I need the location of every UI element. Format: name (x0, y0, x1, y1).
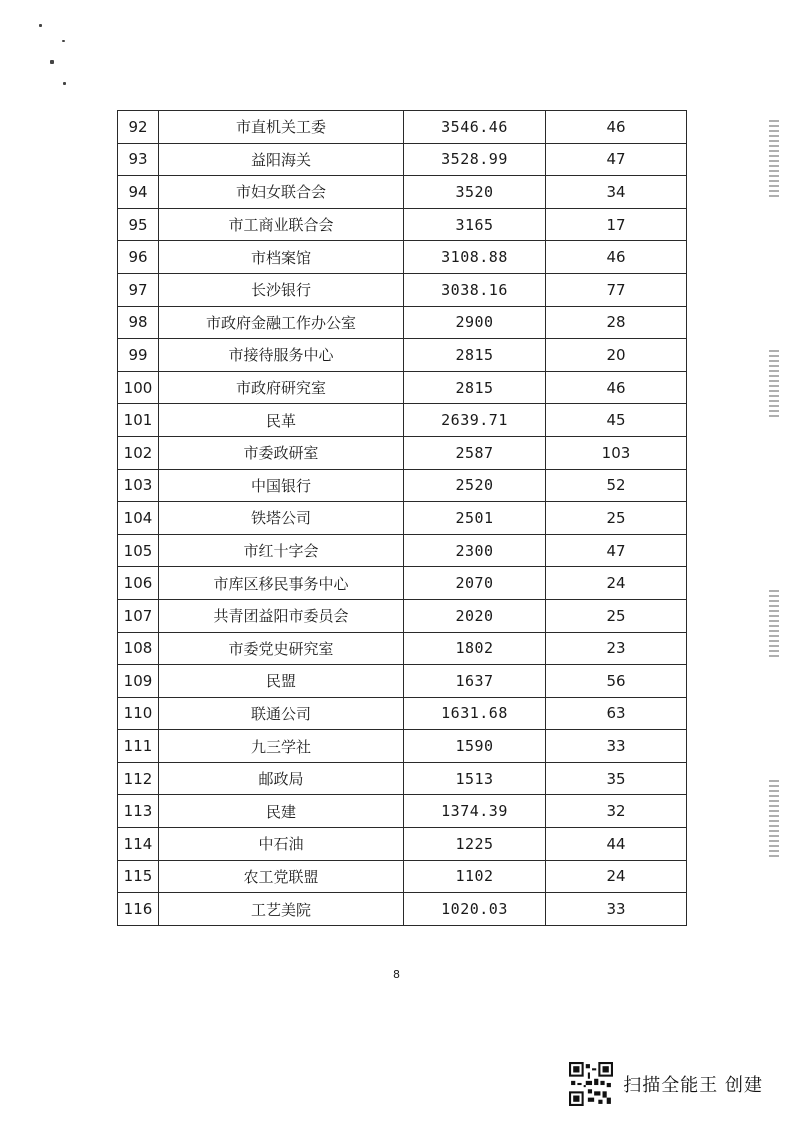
unit-name-cell: 市工商业联合会 (159, 208, 404, 241)
count-cell: 77 (546, 273, 687, 306)
row-number-cell: 106 (118, 567, 159, 600)
row-number-cell: 111 (118, 730, 159, 763)
table-row (118, 828, 687, 861)
unit-name-cell: 民革 (159, 404, 404, 437)
count-cell: 45 (546, 404, 687, 437)
amount-cell: 1020.03 (404, 893, 546, 926)
amount-cell: 2815 (404, 339, 546, 372)
amount-cell: 3528.99 (404, 143, 546, 176)
row-number-cell: 92 (118, 111, 159, 144)
table-row (118, 697, 687, 730)
table-row (118, 241, 687, 274)
count-cell: 33 (546, 730, 687, 763)
unit-name-cell: 中石油 (159, 828, 404, 861)
table-row (118, 111, 687, 144)
amount-cell: 1802 (404, 632, 546, 665)
table-row (118, 893, 687, 926)
count-cell: 47 (546, 534, 687, 567)
unit-name-cell: 九三学社 (159, 730, 404, 763)
count-cell: 44 (546, 828, 687, 861)
count-cell: 32 (546, 795, 687, 828)
amount-cell: 3038.16 (404, 273, 546, 306)
table-row (118, 404, 687, 437)
amount-cell: 3546.46 (404, 111, 546, 144)
row-number-cell: 98 (118, 306, 159, 339)
amount-cell: 3165 (404, 208, 546, 241)
table-row (118, 599, 687, 632)
unit-name-cell: 市委政研室 (159, 436, 404, 469)
scan-speck (39, 24, 42, 27)
row-number-cell: 116 (118, 893, 159, 926)
table-row (118, 860, 687, 893)
count-cell: 46 (546, 111, 687, 144)
amount-cell: 1631.68 (404, 697, 546, 730)
row-number-cell: 103 (118, 469, 159, 502)
count-cell: 47 (546, 143, 687, 176)
unit-name-cell: 市政府研究室 (159, 371, 404, 404)
unit-name-cell: 市妇女联合会 (159, 176, 404, 209)
amount-cell: 2815 (404, 371, 546, 404)
count-cell: 33 (546, 893, 687, 926)
unit-name-cell: 农工党联盟 (159, 860, 404, 893)
count-cell: 24 (546, 567, 687, 600)
row-number-cell: 114 (118, 828, 159, 861)
row-number-cell: 102 (118, 436, 159, 469)
unit-name-cell: 市接待服务中心 (159, 339, 404, 372)
count-cell: 52 (546, 469, 687, 502)
unit-name-cell: 联通公司 (159, 697, 404, 730)
unit-name-cell: 市库区移民事务中心 (159, 567, 404, 600)
count-cell: 28 (546, 306, 687, 339)
amount-cell: 2587 (404, 436, 546, 469)
unit-name-cell: 益阳海关 (159, 143, 404, 176)
table-row (118, 502, 687, 535)
unit-name-cell: 中国银行 (159, 469, 404, 502)
count-cell: 46 (546, 371, 687, 404)
amount-cell: 3520 (404, 176, 546, 209)
table-row (118, 665, 687, 698)
table-row (118, 795, 687, 828)
row-number-cell: 107 (118, 599, 159, 632)
amount-cell: 2070 (404, 567, 546, 600)
unit-name-cell: 市档案馆 (159, 241, 404, 274)
amount-cell: 2501 (404, 502, 546, 535)
count-cell: 56 (546, 665, 687, 698)
count-cell: 20 (546, 339, 687, 372)
table-row (118, 273, 687, 306)
count-cell: 24 (546, 860, 687, 893)
unit-name-cell: 民建 (159, 795, 404, 828)
count-cell: 35 (546, 762, 687, 795)
row-number-cell: 94 (118, 176, 159, 209)
count-cell: 46 (546, 241, 687, 274)
row-number-cell: 99 (118, 339, 159, 372)
table-row (118, 762, 687, 795)
count-cell: 25 (546, 502, 687, 535)
table-row (118, 632, 687, 665)
scan-edge-shadow (769, 350, 779, 420)
scan-speck (63, 82, 66, 85)
table-row (118, 730, 687, 763)
table-row (118, 339, 687, 372)
unit-name-cell: 市直机关工委 (159, 111, 404, 144)
watermark (569, 1062, 763, 1106)
table-row (118, 208, 687, 241)
unit-name-cell: 邮政局 (159, 762, 404, 795)
count-cell: 103 (546, 436, 687, 469)
scan-speck (62, 40, 65, 42)
row-number-cell: 97 (118, 273, 159, 306)
amount-cell: 1374.39 (404, 795, 546, 828)
row-number-cell: 108 (118, 632, 159, 665)
table-body (118, 111, 687, 926)
amount-cell: 2639.71 (404, 404, 546, 437)
row-number-cell: 115 (118, 860, 159, 893)
data-table (117, 110, 687, 926)
table-row (118, 567, 687, 600)
row-number-cell: 100 (118, 371, 159, 404)
amount-cell: 1637 (404, 665, 546, 698)
table-row (118, 176, 687, 209)
row-number-cell: 109 (118, 665, 159, 698)
unit-name-cell: 铁塔公司 (159, 502, 404, 535)
page-number: 8 (393, 968, 400, 981)
amount-cell: 1102 (404, 860, 546, 893)
unit-name-cell: 市红十字会 (159, 534, 404, 567)
unit-name-cell: 市委党史研究室 (159, 632, 404, 665)
unit-name-cell: 民盟 (159, 665, 404, 698)
table-row (118, 143, 687, 176)
amount-cell: 1225 (404, 828, 546, 861)
qr-code-icon (569, 1062, 613, 1106)
count-cell: 63 (546, 697, 687, 730)
amount-cell: 1513 (404, 762, 546, 795)
row-number-cell: 104 (118, 502, 159, 535)
row-number-cell: 101 (118, 404, 159, 437)
count-cell: 23 (546, 632, 687, 665)
count-cell: 34 (546, 176, 687, 209)
row-number-cell: 113 (118, 795, 159, 828)
amount-cell: 3108.88 (404, 241, 546, 274)
row-number-cell: 112 (118, 762, 159, 795)
row-number-cell: 95 (118, 208, 159, 241)
table-row (118, 306, 687, 339)
amount-cell: 2020 (404, 599, 546, 632)
table-row (118, 534, 687, 567)
count-cell: 25 (546, 599, 687, 632)
unit-name-cell: 共青团益阳市委员会 (159, 599, 404, 632)
row-number-cell: 110 (118, 697, 159, 730)
scan-speck (50, 60, 54, 64)
row-number-cell: 93 (118, 143, 159, 176)
unit-name-cell: 长沙银行 (159, 273, 404, 306)
amount-cell: 1590 (404, 730, 546, 763)
unit-name-cell: 市政府金融工作办公室 (159, 306, 404, 339)
count-cell: 17 (546, 208, 687, 241)
scan-edge-shadow (769, 590, 779, 660)
table-row (118, 371, 687, 404)
row-number-cell: 105 (118, 534, 159, 567)
table-row (118, 469, 687, 502)
unit-name-cell: 工艺美院 (159, 893, 404, 926)
amount-cell: 2900 (404, 306, 546, 339)
amount-cell: 2520 (404, 469, 546, 502)
table-row (118, 436, 687, 469)
amount-cell: 2300 (404, 534, 546, 567)
scan-edge-shadow (769, 120, 779, 200)
scan-edge-shadow (769, 780, 779, 860)
row-number-cell: 96 (118, 241, 159, 274)
watermark-text: 扫描全能王 创建 (623, 1075, 763, 1096)
